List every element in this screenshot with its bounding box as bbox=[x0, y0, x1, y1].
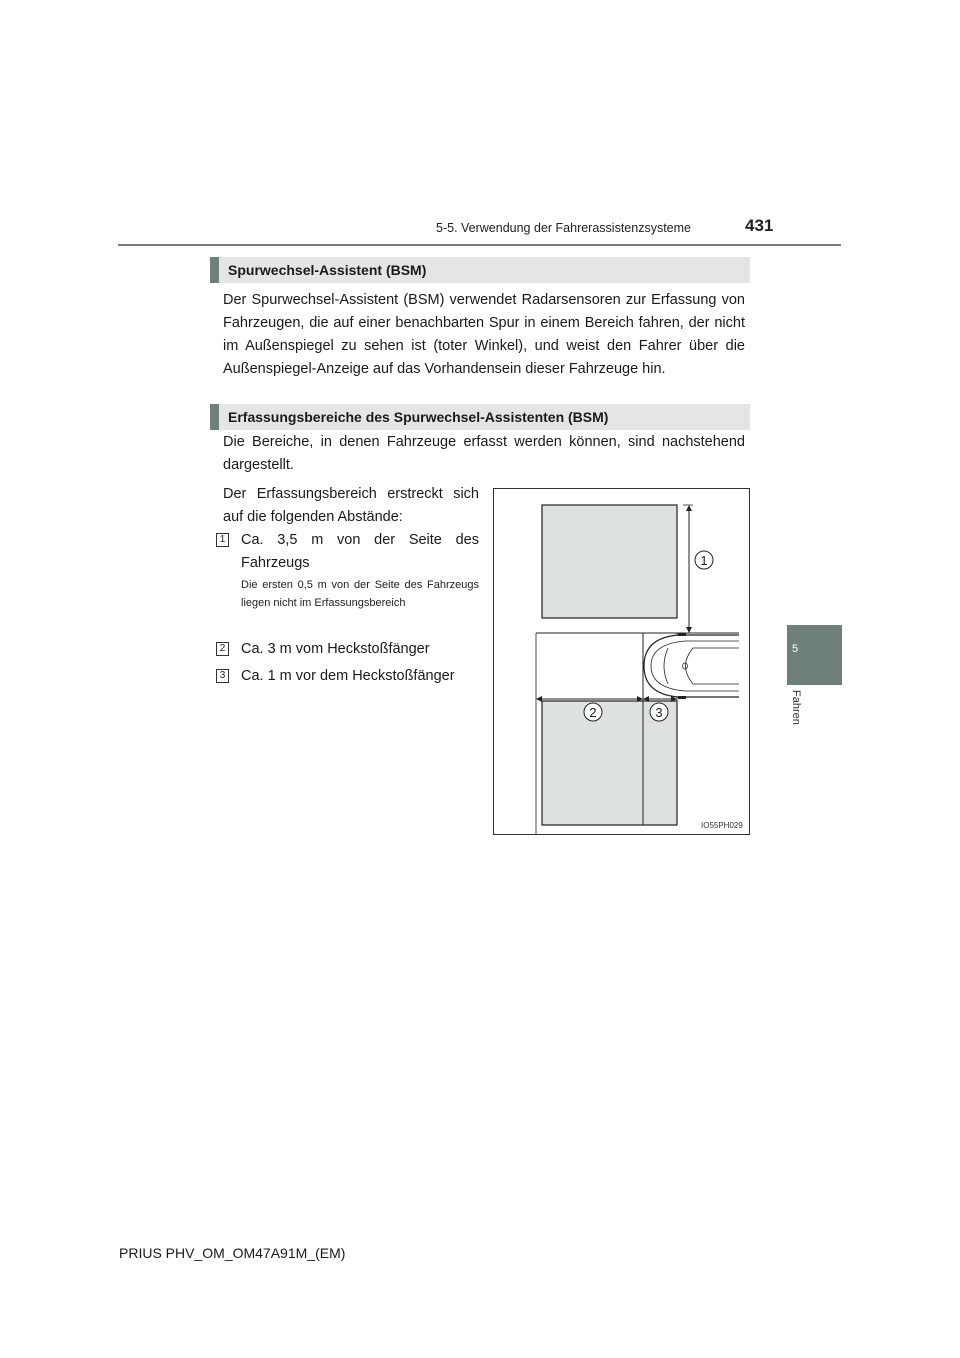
running-header-section: 5-5. Verwendung der Fahrerassistenzsysteme bbox=[436, 221, 691, 235]
item-text-3: Ca. 1 m vor dem Heckstoßfänger bbox=[241, 668, 455, 684]
item-number-3: 3 bbox=[216, 669, 229, 683]
document-footer: PRIUS PHV_OM_OM47A91M_(EM) bbox=[119, 1245, 346, 1261]
chapter-tab bbox=[787, 625, 842, 685]
bsm-description: Der Spurwechsel-Assistent (BSM) verwendet Radarsensoren zur Erfassung von Fahrzeugen, die auf einer benachbarten Spur in einem Bereich fahren, der nicht im Außenspiegel zu sehen ist (toter Winkel), und weist den Fahrer über die Außenspiegel-Anzeige auf das Vorhandensein dieser Fahrzeuge hin. bbox=[223, 292, 745, 377]
callout-2 bbox=[584, 703, 602, 721]
item-text-2: Ca. 3 m vom Heckstoßfänger bbox=[241, 641, 430, 657]
header-divider bbox=[118, 244, 841, 246]
svg-text:1: 1 bbox=[700, 553, 708, 568]
callout-1 bbox=[695, 551, 713, 569]
side-detection-zone bbox=[542, 505, 677, 618]
svg-text:2: 2 bbox=[589, 705, 597, 720]
item-number-2: 2 bbox=[216, 642, 229, 656]
detection-area-figure bbox=[493, 488, 750, 835]
page-number: 431 bbox=[745, 216, 774, 235]
item-text-1: Ca. 3,5 m von der Seite des Fahrzeugs bbox=[241, 532, 479, 571]
detection-areas-intro: Die Bereiche, in denen Fahrzeuge erfasst werden können, sind nachstehend dargestellt. bbox=[223, 434, 745, 473]
svg-text:3: 3 bbox=[655, 705, 663, 720]
detection-range-intro: Der Erfassungsbereich erstreckt sich auf die folgenden Abstände: bbox=[223, 486, 479, 525]
item-number-1: 1 bbox=[216, 533, 229, 547]
chapter-tab-title: Fahren bbox=[790, 690, 802, 725]
section-heading-bsm: Spurwechsel-Assistent (BSM) bbox=[210, 257, 750, 283]
chapter-tab-number: 5 bbox=[791, 643, 799, 655]
item-note-1: Die ersten 0,5 m von der Seite des Fahrzeugs liegen nicht im Erfassungsbereich bbox=[241, 579, 479, 609]
figure-code: IO55PH029 bbox=[701, 821, 743, 830]
callout-3 bbox=[650, 703, 668, 721]
vehicle-rear-outline bbox=[644, 633, 739, 699]
section-heading-detection-areas: Erfassungsbereiche des Spurwechsel-Assistenten (BSM) bbox=[210, 404, 750, 430]
